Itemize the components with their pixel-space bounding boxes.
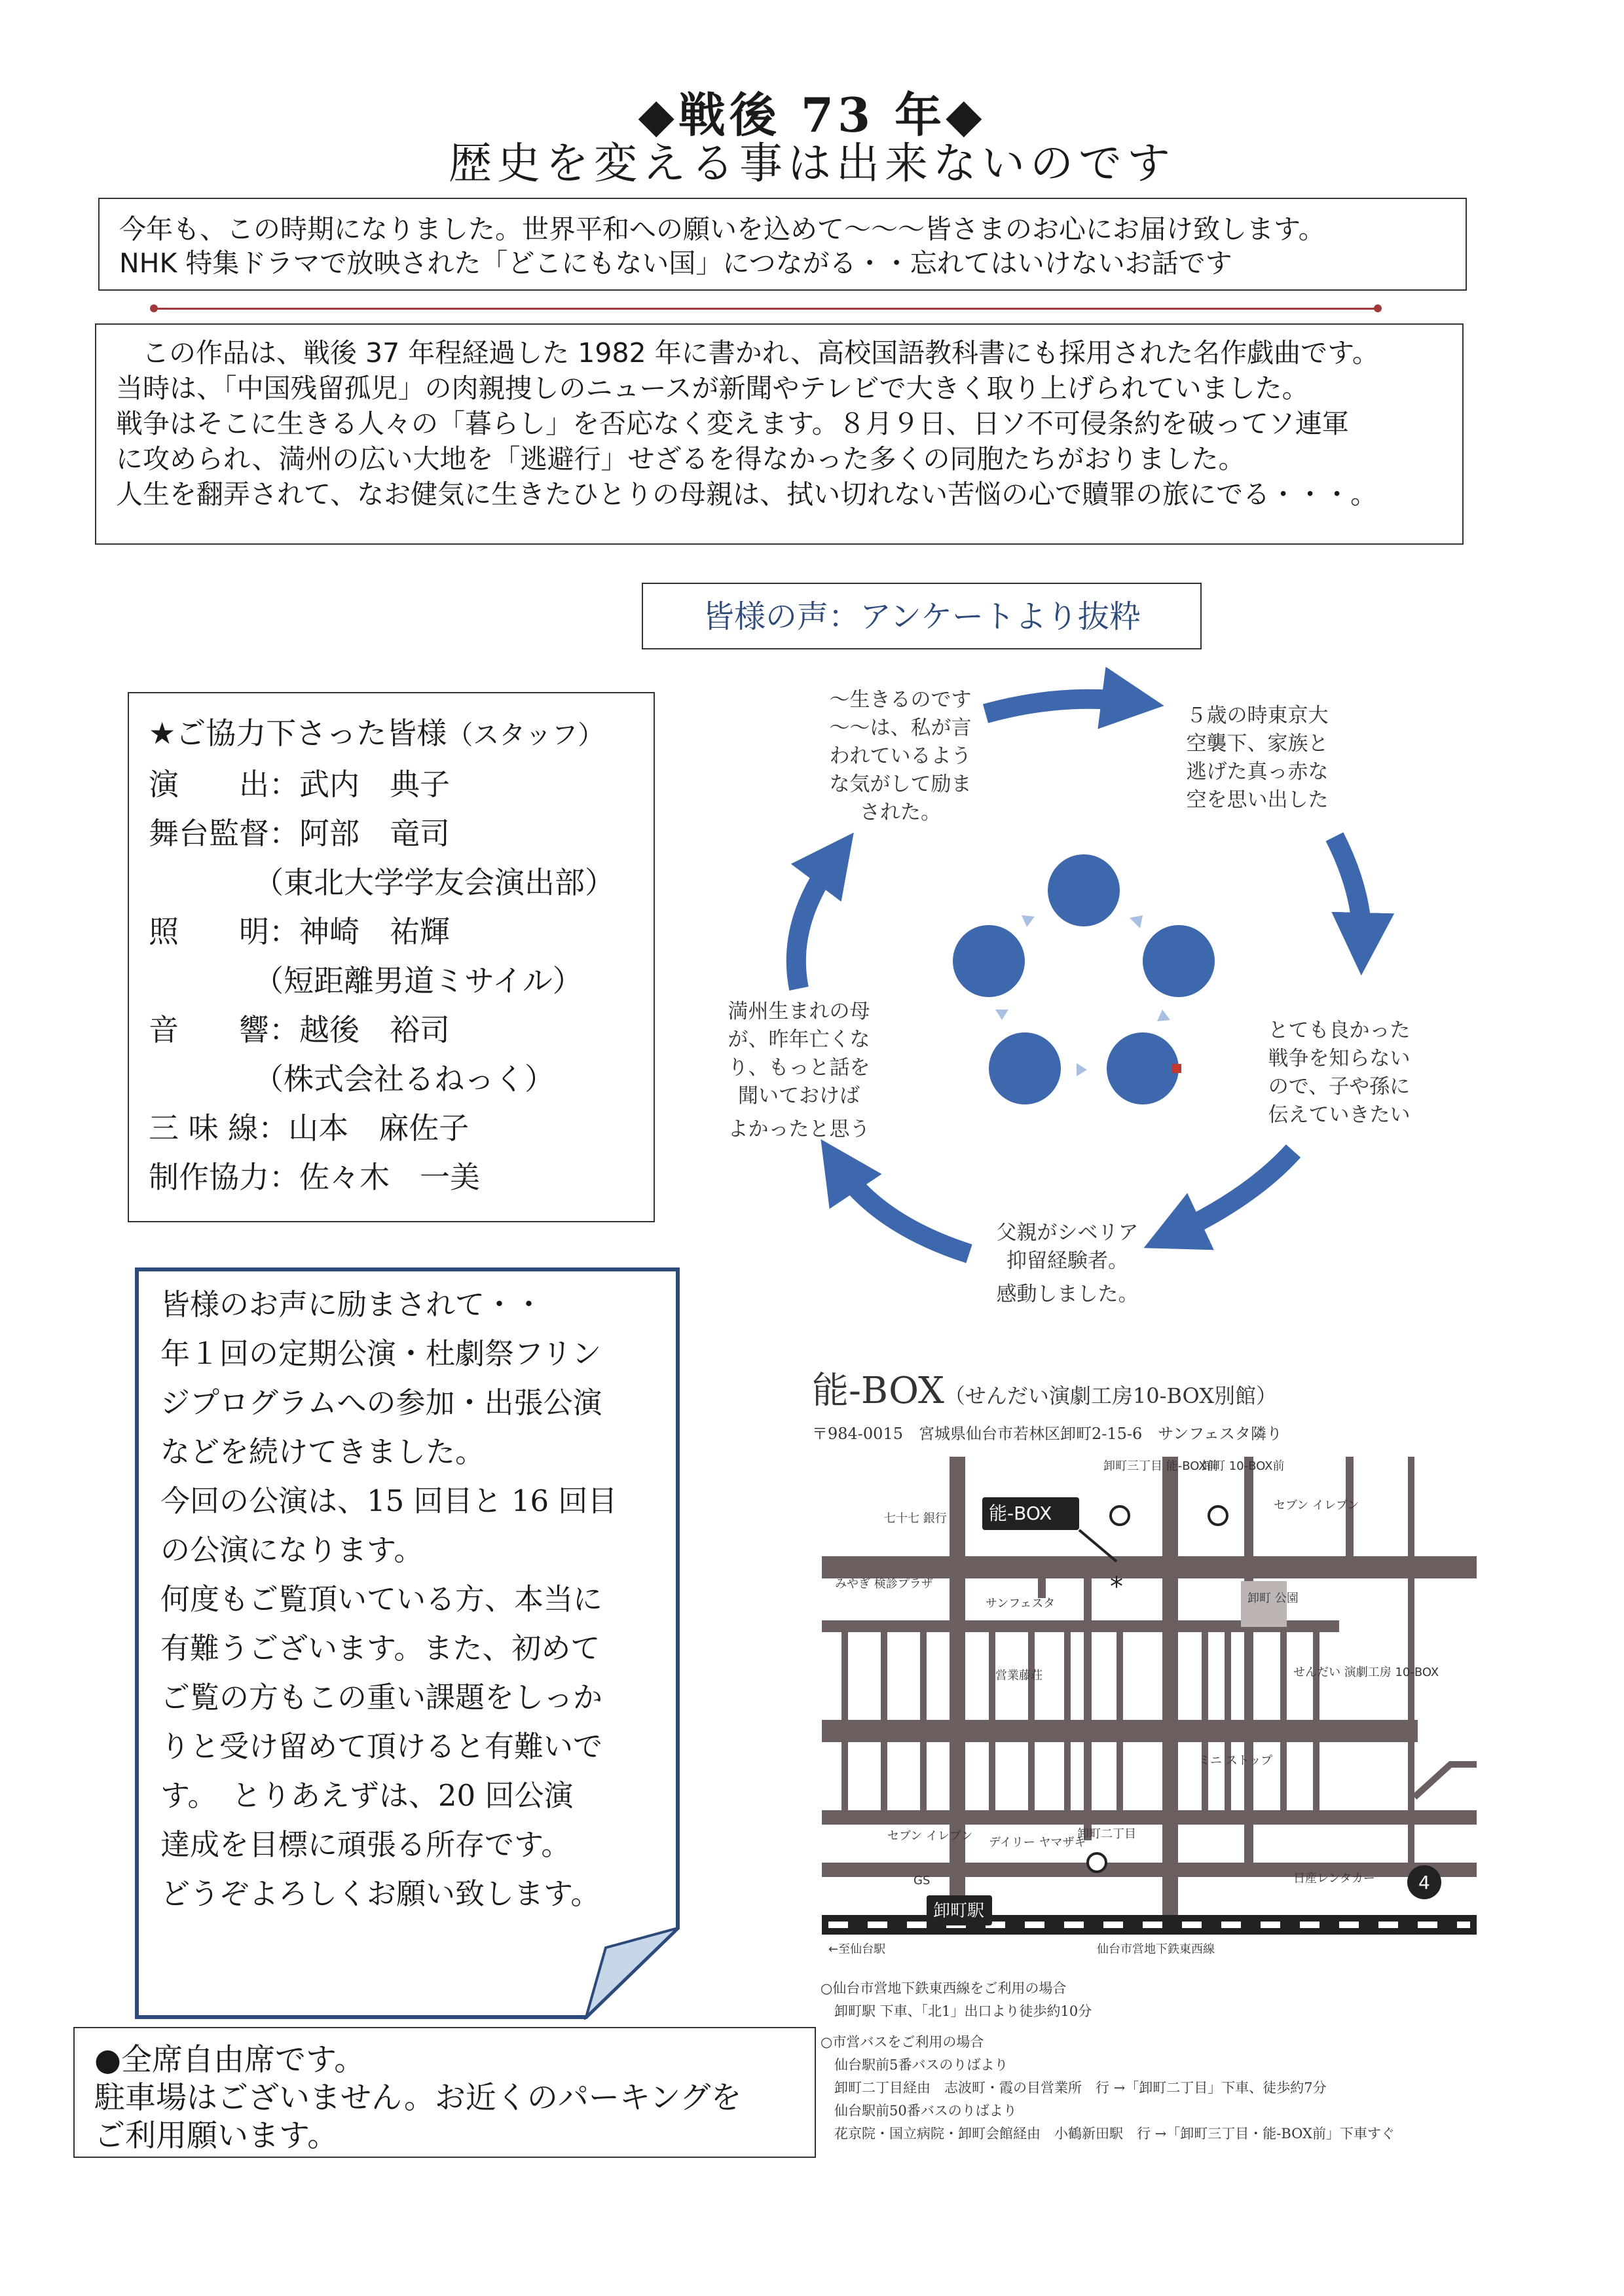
synopsis-line: に攻められ、満州の広い大地を「逃避行」せざるを得なかった多くの同胞たちがおりました。 <box>116 443 1246 475</box>
svg-text:能-BOX: 能-BOX <box>989 1503 1052 1524</box>
svg-text:仙台市営地下鉄東西線: 仙台市営地下鉄東西線 <box>1097 1942 1215 1956</box>
staff-row: 舞台監督：阿部 竜司 <box>149 816 450 851</box>
staff-row: 制作協力：佐々木 一美 <box>149 1159 480 1195</box>
svg-text:卸町駅: 卸町駅 <box>933 1901 985 1921</box>
svg-text:七十七 銀行: 七十七 銀行 <box>884 1512 947 1525</box>
map-road <box>1162 1457 1178 1928</box>
svg-text:せんだい 演劇工房 10-BOX: せんだい 演劇工房 10-BOX <box>1293 1666 1439 1679</box>
svg-text:セブン イレブン: セブン イレブン <box>1274 1499 1359 1512</box>
seating-notice: ●全席自由席です。 駐車場はございません。お近くのパーキングを ご利用願います。 <box>73 2027 816 2158</box>
svg-text:←至仙台駅: ←至仙台駅 <box>828 1942 886 1956</box>
map-road <box>1038 1578 1046 1598</box>
voice-caption: ５歳の時東京大 空襲下、家族と 逃げた真っ赤な 空を思い出した <box>1186 704 1329 812</box>
map-road <box>1244 1457 1253 1876</box>
intro-line: NHK 特集ドラマで放映された「どこにもない国」につながる・・忘れてはいけないお話です <box>119 247 1232 279</box>
cycle-arrow <box>796 858 835 989</box>
cycle-small-arrow <box>1022 915 1035 927</box>
map-road <box>1084 1578 1092 1840</box>
map-road <box>950 1457 965 1928</box>
svg-text:デイリー ヤマザキ: デイリー ヤマザキ <box>989 1836 1086 1850</box>
voices-heading: 皆様の声：アンケートより抜粋 <box>642 583 1202 649</box>
synopsis-line: 戦争はそこに生きる人々の「暮らし」を否応なく変えます。８月９日、日ソ不可侵条約を破ってソ連軍 <box>116 408 1349 439</box>
staff-row: （株式会社るねっく） <box>253 1061 555 1097</box>
bus-stop-icon <box>1088 1853 1106 1872</box>
intro-line: 今年も、この時期になりました。世界平和への願いを込めて〜〜〜皆さまのお心にお届け致します。 <box>119 213 1325 245</box>
svg-text:卸町 10-BOX前: 卸町 10-BOX前 <box>1202 1459 1285 1473</box>
synopsis-box <box>95 323 1464 545</box>
svg-text:卸町 公園: 卸町 公園 <box>1247 1592 1299 1605</box>
staff-row: 照 明：神崎 祐輝 <box>149 914 450 949</box>
cycle-small-arrow <box>995 1010 1008 1020</box>
svg-text:GS: GS <box>913 1874 931 1887</box>
staff-heading: ★ご協力下さった皆様（スタッフ） <box>149 716 604 751</box>
cycle-arrow <box>1172 1151 1293 1235</box>
cycle-small-arrow <box>1077 1063 1087 1076</box>
synopsis-line: 人生を翻弄されて、なお健気に生きたひとりの母親は、拭い切れない苦悩の心で贖罪の旅にでる・・・。 <box>116 479 1378 510</box>
staff-row: 演 出：武内 典子 <box>149 767 450 802</box>
staff-box <box>128 692 655 1222</box>
access-info: ○仙台市営地下鉄東西線をご利用の場合 卸町駅 下車、「北1」出口より徒歩約10分 ○市営バスをご利用の場合 仙台駅前5番バスのりばより 卸町二丁目経由 志波町・霞の目営業所 行 →「卸町二丁目」下車、徒歩約7分 仙台駅前50番バスのりばより 花京院・国立病院・卸町会館経由 小鶴新田駅 行 →「卸町三丁目・能-BOX前」下車すぐ <box>821 1980 1395 2141</box>
synopsis-line: この作品は、戦後 37 年程経過した 1982 年に書かれ、高校国語教科書にも採用された名作戯曲です。 <box>142 337 1379 369</box>
map-road <box>822 1556 1477 1578</box>
bus-stop-icon <box>1111 1506 1129 1525</box>
divider-dot <box>1374 304 1382 312</box>
cycle-arrow <box>986 699 1133 714</box>
synopsis-line: 当時は、「中国残留孤児」の肉親捜しのニュースが新聞やテレビで大きく取り上げられていました。 <box>116 373 1309 404</box>
marker-square <box>1172 1064 1181 1073</box>
svg-text:サンフェスタ: サンフェスタ <box>986 1597 1056 1611</box>
cycle-arrow <box>838 1165 969 1254</box>
venue-name: 能-BOX <box>812 1370 944 1412</box>
venue-asterisk: * <box>1110 1572 1123 1602</box>
staff-row: （短距離男道ミサイル） <box>253 963 583 998</box>
staff-row: （東北大学学友会演出部） <box>253 865 615 900</box>
venue-note: （せんだい演劇工房10-BOX別館） <box>944 1383 1278 1408</box>
svg-text:4: 4 <box>1418 1872 1430 1893</box>
cycle-node <box>1143 925 1215 997</box>
svg-text:みやぎ 検診プラザ: みやぎ 検診プラザ <box>835 1577 933 1591</box>
svg-text:セブン イレブン: セブン イレブン <box>887 1829 973 1843</box>
access-map <box>822 1457 1503 1974</box>
svg-text:卸町二丁目: 卸町二丁目 <box>1077 1827 1136 1841</box>
voice-caption: とても良かった 戦争を知らない ので、子や孫に 伝えていきたい <box>1268 1019 1411 1127</box>
divider-dot <box>150 304 158 312</box>
svg-text:ミニ ストップ: ミニ ストップ <box>1198 1754 1273 1768</box>
cycle-arrow <box>1335 837 1362 944</box>
venue-address: 〒984-0015 宮城県仙台市若林区卸町2-15-6 サンフェスタ隣り <box>812 1425 1282 1443</box>
page-subtitle: 歴史を変える事は出来ないのです <box>449 138 1175 189</box>
map-header <box>812 1362 1493 1444</box>
divider <box>154 308 1378 310</box>
cycle-node <box>953 925 1025 997</box>
message-text: 皆様のお声に励まされて・・ 年１回の定期公演・杜劇祭フリン ジプログラムへの参加・出張公演 などを続けてきました。 今回の公演は、15 回目と 16 回目 の公演になります。 何度もご覧頂いている方、本当に 有難うございます。また、初めて ご覧の方もこの重い課題をしっか りと受け留めて頂けると有難いで す。 とりあえずは、20 回公演 達成を目標に頑張る所存です。 どうぞよろしくお願い致します。 <box>160 1287 618 1911</box>
cycle-small-arrow <box>1157 1010 1170 1021</box>
svg-text:営業藤荘: 営業藤荘 <box>995 1669 1043 1683</box>
svg-text:卸町三丁目 能-BOX前: 卸町三丁目 能-BOX前 <box>1103 1459 1219 1473</box>
svg-text:日産レンタカー: 日産レンタカー <box>1293 1872 1375 1886</box>
map-road <box>1346 1457 1354 1575</box>
voice-caption: 満州生まれの母 が、昨年亡くな り、もっと話を 聞いておけば よかったと思う <box>728 1000 870 1141</box>
cycle-node <box>1107 1032 1179 1104</box>
page-title: ◆戦後 73 年◆ <box>638 87 986 143</box>
voice-caption: 父親がシベリア 抑留経験者。 感動しました。 <box>996 1221 1139 1306</box>
message-note <box>134 1267 681 2020</box>
cycle-node <box>1048 854 1120 926</box>
cycle-node <box>989 1032 1061 1104</box>
staff-row: 音 響：越後 裕司 <box>149 1012 450 1048</box>
intro-box <box>98 198 1467 291</box>
staff-row: 三 味 線：山本 麻佐子 <box>149 1110 470 1146</box>
bus-stop-icon <box>1209 1506 1227 1525</box>
cycle-small-arrow <box>1130 915 1143 928</box>
voice-caption: 〜生きるのです 〜〜は、私が言 われているよう な気がして励ま された。 <box>829 688 972 824</box>
